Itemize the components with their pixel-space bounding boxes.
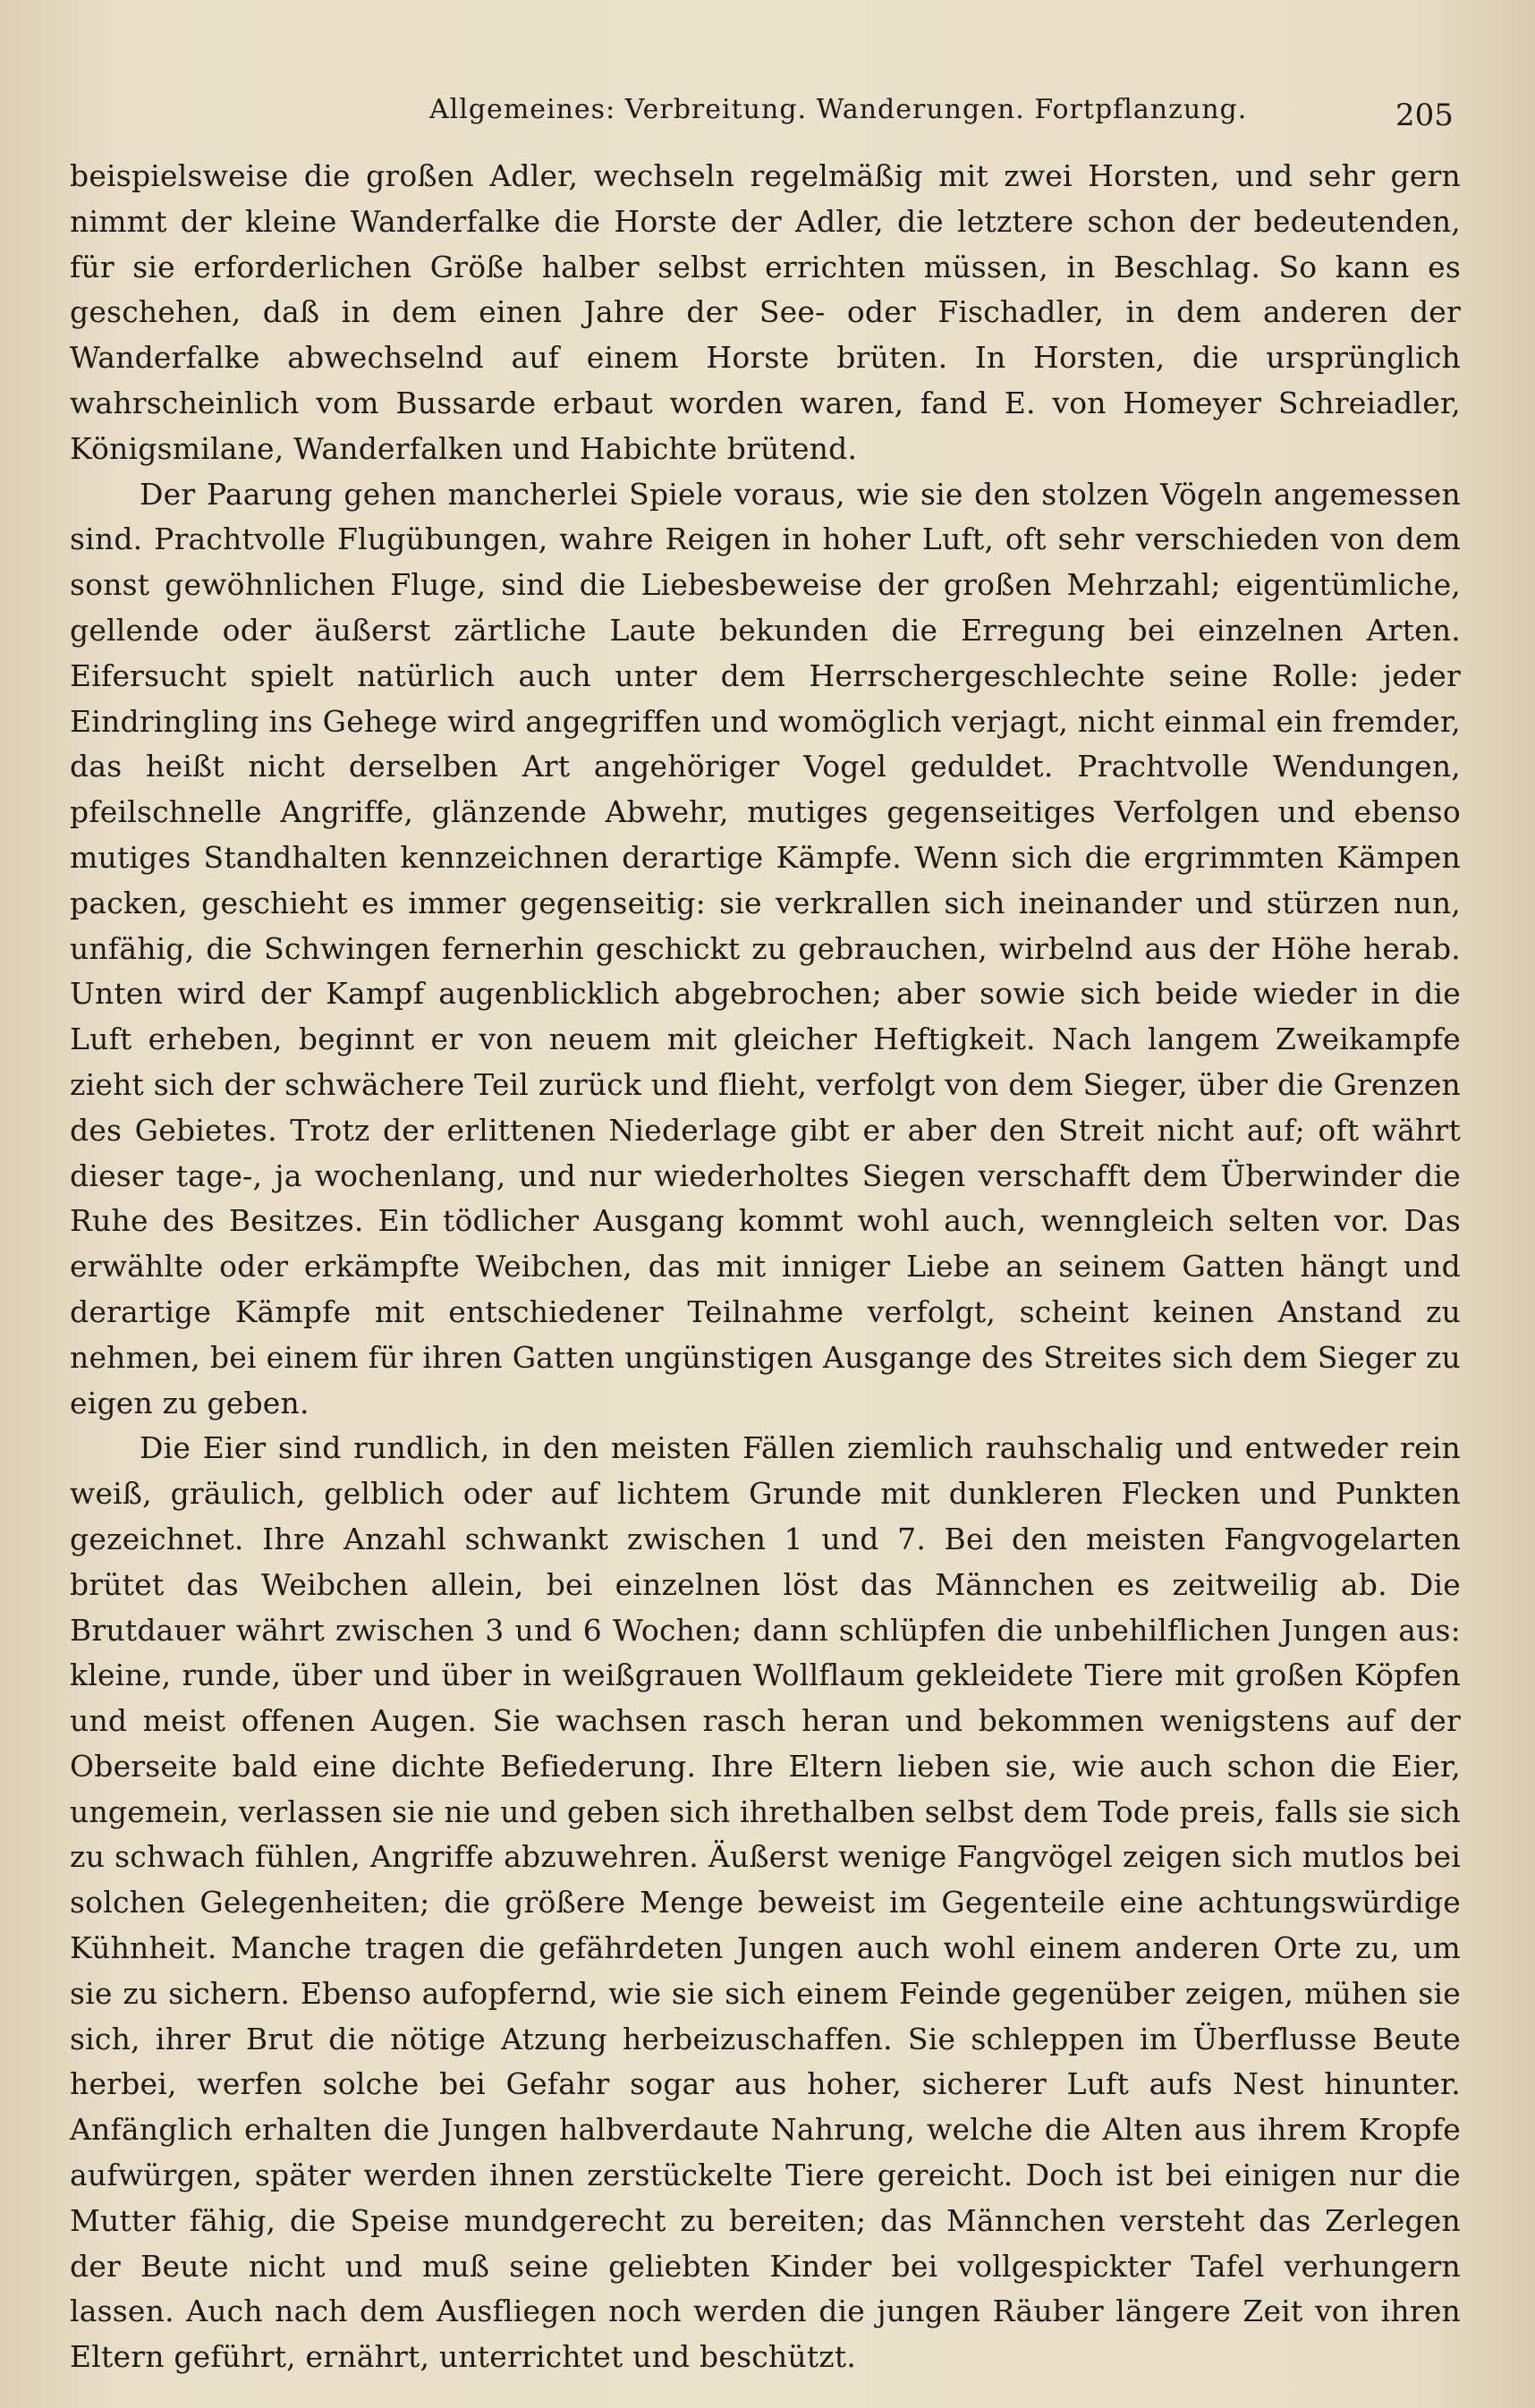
paragraph-continued: beispielsweise die großen Adler, wechseln regelmäßig mit zwei Horsten, und sehr gern nimmt der kleine Wanderfalke die Horste der Adler, die letztere schon der bedeutenden, für sie erforderlichen Größe halber selbst errichten müssen, in Beschlag. So kann es geschehen, daß in dem einen Jahre der See- oder Fischadler, in dem anderen der Wanderfalke abwechselnd auf einem Horste brüten. In Horsten, die ursprünglich wahrscheinlich vom Bussarde erbaut worden waren, fand E. von Homeyer Schreiadler, Königsmilane, Wanderfalken und Habichte brütend.	[70, 158, 1461, 466]
body-text	[70, 154, 1461, 2380]
running-head: Allgemeines: Verbreitung. Wanderungen. Fortpflanzung.	[429, 94, 1248, 125]
paragraph-pairing: Der Paarung gehen mancherlei Spiele voraus, wie sie den stolzen Vögeln angemessen sind. Prachtvolle Flugübungen, wahre Reigen in hoher Luft, oft sehr verschieden von dem sonst gewöhnlichen Fluge, sind die Liebesbeweise der großen Mehrzahl; eigentümliche, gellende oder äußerst zärtliche Laute bekunden die Erregung bei einzelnen Arten. Eifersucht spielt natürlich auch unter dem Herrschergeschlechte seine Rolle: jeder Eindringling ins Gehege wird angegriffen und womöglich verjagt, nicht einmal ein fremder, das heißt nicht derselben Art angehöriger Vogel geduldet. Prachtvolle Wendungen, pfeilschnelle Angriffe, glänzende Abwehr, mutiges gegenseitiges Verfolgen und ebenso mutiges Standhalten kennzeichnen derartige Kämpfe. Wenn sich die ergrimmten Kämpen packen, geschieht es immer gegenseitig: sie verkrallen sich ineinander und stürzen nun, unfähig, die Schwingen fernerhin geschickt zu gebrauchen, wirbelnd aus der Höhe herab. Unten wird der Kampf augenblicklich abgebrochen; aber sowie sich beide wieder in die Luft erheben, beginnt er von neuem mit gleicher Heftigkeit. Nach langem Zweikampfe zieht sich der schwächere Teil zurück und flieht, verfolgt von dem Sieger, über die Grenzen des Gebietes. Trotz der erlittenen Niederlage gibt er aber den Streit nicht auf; oft währt dieser tage-, ja wochenlang, und nur wiederholtes Siegen verschafft dem Überwinder die Ruhe des Besitzes. Ein tödlicher Ausgang kommt wohl auch, wenngleich selten vor. Das erwählte oder erkämpfte Weibchen, das mit inniger Liebe an seinem Gatten hängt und derartige Kämpfe mit entschiedener Teilnahme verfolgt, scheint keinen Anstand zu nehmen, bei einem für ihren Gatten ungünstigen Ausgange des Streites sich dem Sieger zu eigen zu geben.	[70, 476, 1461, 1420]
page-number: 205	[1395, 98, 1454, 133]
paragraph-eggs-and-young: Die Eier sind rundlich, in den meisten Fällen ziemlich rauhschalig und entweder rein weiß, gräulich, gelblich oder auf lichtem Grunde mit dunkleren Flecken und Punkten gezeichnet. Ihre Anzahl schwankt zwischen 1 und 7. Bei den meisten Fangvogelarten brütet das Weibchen allein, bei einzelnen löst das Männchen es zeitweilig ab. Die Brutdauer währt zwischen 3 und 6 Wochen; dann schlüpfen die unbehilflichen Jungen aus: kleine, runde, über und über in weißgrauen Wollflaum gekleidete Tiere mit großen Köpfen und meist offenen Augen. Sie wachsen rasch heran und bekommen wenigstens auf der Oberseite bald eine dichte Befiederung. Ihre Eltern lieben sie, wie auch schon die Eier, ungemein, verlassen sie nie und geben sich ihrethalben selbst dem Tode preis, falls sie sich zu schwach fühlen, Angriffe abzuwehren. Äußerst wenige Fangvögel zeigen sich mutlos bei solchen Gelegenheiten; die größere Menge beweist im Gegenteile eine achtungswürdige Kühnheit. Manche tragen die gefährdeten Jungen auch wohl einem anderen Orte zu, um sie zu sichern. Ebenso aufopfernd, wie sie sich einem Feinde gegenüber zeigen, mühen sie sich, ihrer Brut die nötige Atzung herbeizuschaffen. Sie schleppen im Überflusse Beute herbei, werfen solche bei Gefahr sogar aus hoher, sicherer Luft aufs Nest hinunter. Anfänglich erhalten die Jungen halbverdaute Nahrung, welche die Alten aus ihrem Kropfe aufwürgen, später werden ihnen zerstückelte Tiere gereicht. Doch ist bei einigen nur die Mutter fähig, die Speise mundgerecht zu bereiten; das Männchen versteht das Zerlegen der Beute nicht und muß seine geliebten Kinder bei vollgespickter Tafel verhungern lassen. Auch nach dem Ausfliegen noch werden die jungen Räuber längere Zeit von ihren Eltern geführt, ernährt, unterrichtet und beschützt.	[70, 1430, 1461, 2375]
page-header	[0, 85, 1535, 139]
